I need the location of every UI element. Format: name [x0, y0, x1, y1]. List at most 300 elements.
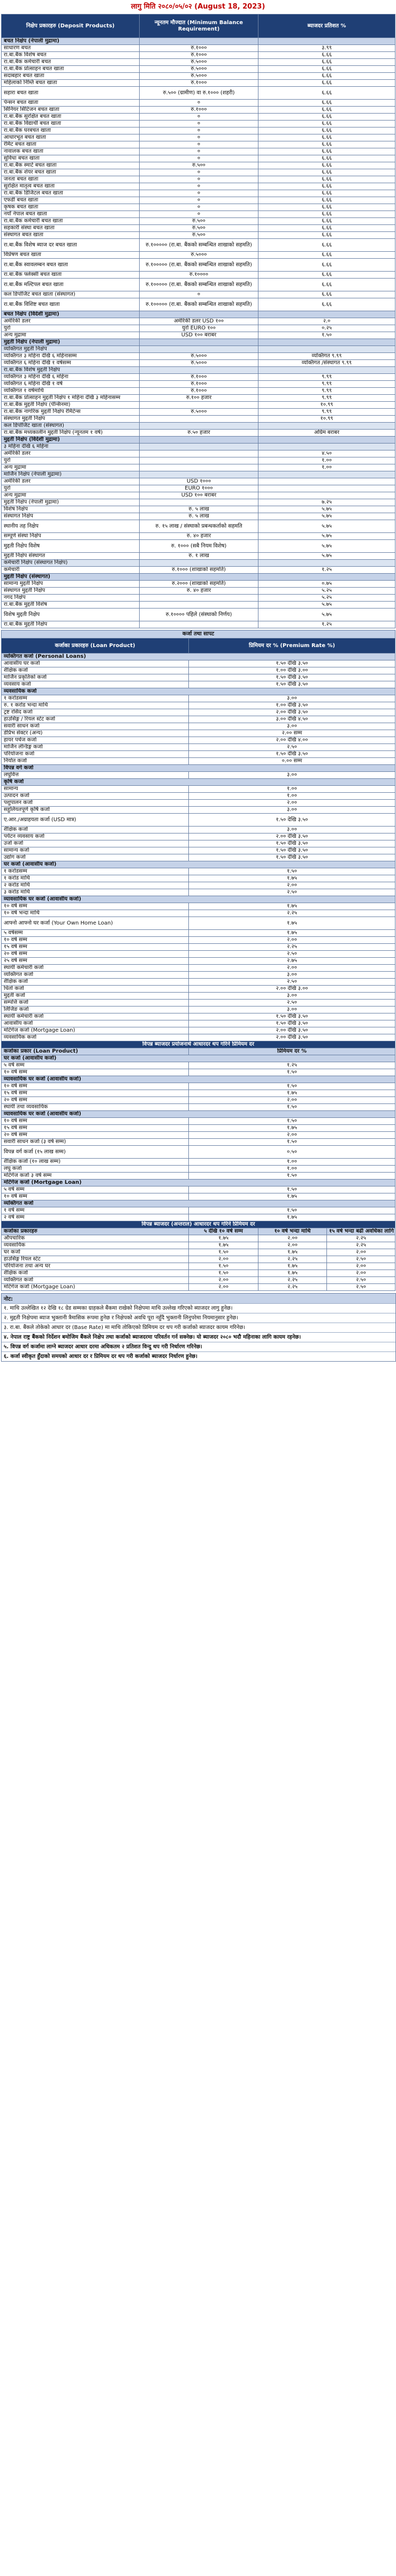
deposit-row: [2, 121, 395, 127]
loan-product-cell: १५ वर्ष सम्म: [2, 944, 189, 951]
loan-subheader-cell: ५ देखि १० वर्ष सम्म: [189, 1228, 258, 1235]
loan-premium-cell: १.५०: [189, 1083, 395, 1090]
deposit-rate-cell: ६.६६: [258, 211, 395, 218]
loan-section-title: कृषि कर्जा: [2, 779, 395, 786]
deposit-product-cell: अन्य मुद्रामा: [2, 464, 140, 471]
deposit-product-cell: सम्पूर्ण संस्था निक्षेप: [2, 533, 140, 540]
loan-row: [2, 1284, 395, 1291]
loan-rate-cell: २.२५: [327, 1235, 395, 1242]
deposit-minimum-cell: रु.१००००० (रा.बा. बैंकको सम्बन्धित शाखाको सहमति): [140, 279, 258, 291]
deposit-row: [2, 232, 395, 239]
deposit-product-cell: रा.बा.बैंक स्मार्ट बचत खाता: [2, 162, 140, 169]
loan-row: [2, 1207, 395, 1214]
loan-section-row: [2, 765, 395, 772]
deposit-rate-cell: १.५०: [258, 332, 395, 339]
deposit-minimum-cell: ०: [140, 190, 258, 197]
deposit-row: [2, 318, 395, 325]
loan-premium-cell: २.०० सम्म: [189, 730, 395, 737]
deposit-product-cell: मुद्दती निक्षेप (संस्थागत): [2, 574, 140, 581]
deposit-row: [2, 279, 395, 291]
loan-premium-cell: १.५० देखि ३.५०: [189, 847, 395, 854]
loan-row: [2, 958, 395, 965]
deposit-row: [2, 353, 395, 360]
loan-premium-cell: १.७५: [189, 903, 395, 910]
deposit-minimum-cell: ०: [140, 148, 258, 155]
deposit-product-cell: रा.बा.बैंक विशेष ब्याज दर बचत खाता: [2, 239, 140, 252]
loan-rate-cell: २.५०: [327, 1284, 395, 1291]
deposit-rate-cell: ६.६६: [258, 107, 395, 114]
deposit-product-cell: नावालक बचत खाता: [2, 148, 140, 155]
loan-product-cell: सहुलियतपूर्ण कृषि कर्जा: [2, 807, 189, 814]
loan-product-cell: उर्जा कर्जा: [2, 840, 189, 847]
loan-product-cell: १० वर्ष सम्म: [2, 903, 189, 910]
deposit-subsection-row: [2, 444, 395, 450]
loan-premium-cell: १.००: [189, 1159, 395, 1166]
loan-product-cell: व्यवसायिक कर्जा: [2, 1034, 189, 1041]
deposit-row: [2, 588, 395, 595]
deposit-row: [2, 450, 395, 457]
deposit-minimum-cell: रु.५०००: [140, 353, 258, 360]
loan-premium-cell: १.२५: [189, 1062, 395, 1069]
loan-section-row: [2, 779, 395, 786]
deposit-product-cell: मार्जिन निक्षेप (नेपाली मुद्रामा): [2, 471, 140, 478]
loan-row: [2, 930, 395, 937]
loan-premium-cell: १.५०: [189, 1186, 395, 1193]
deposit-product-cell: रा.बा.बैंक मुद्दती निक्षेप: [2, 621, 140, 628]
deposit-product-cell: महिलाको निम्ति बचत खाता: [2, 80, 140, 87]
loan-row: [2, 1069, 395, 1076]
deposit-minimum-cell: रु.१००००० (रा.बा. बैंकको सम्बन्धित शाखाको सहमति): [140, 239, 258, 252]
deposit-row: [2, 506, 395, 513]
loan-product-cell: डेप्रिभ सेक्टर (अन्य): [2, 730, 189, 737]
loan-product-cell: ५ वर्ष सम्म: [2, 1186, 189, 1193]
deposit-minimum-cell: रु.५०००: [140, 59, 258, 66]
deposit-product-cell: अमेरिकी डलर: [2, 450, 140, 457]
loan-row: [2, 937, 395, 944]
deposit-rate-cell: ९.९९: [258, 374, 395, 381]
deposit-row: [2, 381, 395, 388]
deposit-minimum-cell: [140, 450, 258, 457]
deposit-product-cell: नयाँ नेपाल बचत खाता: [2, 211, 140, 218]
loan-product-cell: शैक्षिक कर्जा: [2, 667, 189, 674]
loan-product-cell: २० वर्ष सम्म: [2, 951, 189, 958]
loan-premium-cell: ३.००: [189, 772, 395, 779]
deposit-subsection-row: [2, 560, 395, 567]
deposit-product-cell: आधारभूत बचत खाता: [2, 134, 140, 141]
loan-product-cell: ५ वर्ष सम्म: [2, 1062, 189, 1069]
loan-row: [2, 1020, 395, 1027]
deposit-row: [2, 259, 395, 272]
loan-premium-cell: २.५०: [189, 951, 395, 958]
loan-row: [2, 944, 395, 951]
deposit-minimum-cell: [140, 437, 258, 444]
deposit-subsection-row: [2, 423, 395, 430]
loan-row: [2, 800, 395, 807]
deposit-rate-cell: ९.९९: [258, 381, 395, 388]
loan-row: [2, 1104, 395, 1111]
loan-row: [2, 674, 395, 681]
deposit-row: [2, 478, 395, 485]
deposit-minimum-cell: [140, 457, 258, 464]
deposit-minimum-cell: रु.१०००: [140, 45, 258, 52]
loan-row: [2, 1166, 395, 1173]
loan-group-heading: विपन्न ब्याजदर प्रयोजनार्थ आधारदर थप गरिने प्रिमियम दर: [2, 1041, 395, 1048]
deposit-minimum-cell: ०: [140, 100, 258, 107]
loan-section-title: व्यक्तिगत कर्जा (Personal Loans): [2, 654, 395, 660]
loan-product-cell: सामान्य कर्जा: [2, 847, 189, 854]
deposit-rate-cell: ४.५०: [258, 450, 395, 457]
deposit-rate-cell: [258, 560, 395, 567]
deposit-row: [2, 513, 395, 520]
deposit-row: [2, 169, 395, 176]
deposit-product-cell: मुद्दती निक्षेप (नेपाली मुद्रामा): [2, 499, 140, 506]
loan-product-cell: ५ वर्षसम्म: [2, 930, 189, 937]
loan-row: [2, 716, 395, 723]
loan-row: [2, 702, 395, 709]
deposit-minimum-cell: ०: [140, 169, 258, 176]
loan-rate-cell: २.२५: [327, 1242, 395, 1249]
loan-premium-cell: २.५०: [189, 889, 395, 896]
deposit-row: [2, 183, 395, 190]
loan-group-heading: विपन्न ब्याजदर (अन्तराल) आधारदर थप गरिने प्रिमियम दर: [2, 1221, 395, 1228]
deposit-minimum-cell: रु.१००००: [140, 272, 258, 279]
loan-premium-cell: १.५० देखि ३.५०: [189, 814, 395, 827]
deposit-rate-cell: ६.६६: [258, 176, 395, 183]
deposit-rate-cell: ६.६६: [258, 134, 395, 141]
deposit-rate-cell: ०.२५: [258, 325, 395, 332]
deposit-product-cell: कल डिपोजिट बचत खाता (संस्थागत): [2, 291, 140, 298]
deposit-rate-cell: ६.६६: [258, 155, 395, 162]
deposit-product-cell: संस्थागत बचत खाता: [2, 232, 140, 239]
loan-product-cell: १ करोडसम्म: [2, 695, 189, 702]
loan-row: [2, 1090, 395, 1097]
loan-row: [2, 723, 395, 730]
loan-row: [2, 758, 395, 765]
deposit-rate-cell: ६.६६: [258, 52, 395, 59]
deposit-row: [2, 291, 395, 298]
deposit-product-cell: बचत निक्षेप (विदेशी मुद्रामा): [2, 311, 140, 318]
deposit-rate-cell: ६.६६: [258, 183, 395, 190]
deposit-rate-cell: ६.६६: [258, 272, 395, 279]
loan-rate-cell: २.००: [327, 1270, 395, 1277]
loan-row: [2, 986, 395, 993]
loan-row: [2, 1235, 395, 1242]
deposit-minimum-cell: [140, 574, 258, 581]
deposit-minimum-cell: ०: [140, 141, 258, 148]
loan-row: [2, 1146, 395, 1159]
loan-premium-cell: १.५० देखि ३.५०: [189, 1013, 395, 1020]
loan-product-cell: सामान्य: [2, 786, 189, 793]
deposit-product-cell: व्यक्तिगत ३ महिना देखि ६ महिनासम्म: [2, 353, 140, 360]
deposit-product-cell: जनता बचत खाता: [2, 176, 140, 183]
deposit-product-cell: युरो: [2, 485, 140, 492]
loan-row: [2, 854, 395, 861]
deposit-product-cell: व्यक्तिगत मुद्दती निक्षेप: [2, 346, 140, 353]
loan-row: [2, 1193, 395, 1200]
deposit-product-cell: पेन्सन बचत खाता: [2, 100, 140, 107]
loan-rate-cell: १.५०: [189, 1249, 258, 1256]
deposit-minimum-cell: रु.५००: [140, 218, 258, 225]
loan-group-heading-row: [2, 1041, 395, 1048]
loan-row: [2, 1270, 395, 1277]
loan-premium-cell: २.०० देखि ४.००: [189, 737, 395, 744]
deposit-row: [2, 581, 395, 588]
deposit-product-cell: सिनियर सिटिजन बचत खाता: [2, 107, 140, 114]
loan-rate-cell: २.२५: [258, 1256, 327, 1263]
loan-row: [2, 695, 395, 702]
loan-rate-cell: २.००: [258, 1242, 327, 1249]
loan-row: [2, 1125, 395, 1132]
deposit-row: [2, 176, 395, 183]
note-item: ५. विपन्न वर्ग कर्जामा लाग्ने ब्याजदर आधार दरमा अधिकतम २ प्रतिशत विन्दु थप गरी निर्धारण गरिनेछ।: [2, 1342, 395, 1351]
deposit-product-cell: रा.बा.बैंक घरबचत खाता: [2, 127, 140, 134]
loan-product-cell: २ करोड माथि: [2, 882, 189, 889]
loan-rate-cell: २.००: [258, 1235, 327, 1242]
deposit-rate-cell: ६.६६: [258, 162, 395, 169]
loan-product-cell: शैक्षिक कर्जा: [2, 827, 189, 833]
loan-product-cell: मोर्टगेज कर्जा (Mortgage Loan): [2, 1027, 189, 1034]
deposit-minimum-cell: [140, 464, 258, 471]
deposit-header-cell: ब्याजदर प्रतिशत %: [258, 14, 395, 38]
deposit-minimum-cell: [140, 621, 258, 628]
deposit-product-cell: मुद्दती निक्षेप (नेपाली मुद्रामा): [2, 339, 140, 346]
loan-product-cell: निर्यात कर्जा: [2, 758, 189, 765]
loan-premium-cell: ०.५०: [189, 1146, 395, 1159]
deposit-rate-cell: व्यक्तिगत /संस्थागत ९.९९: [258, 360, 395, 367]
loan-rate-cell: २.५०: [327, 1277, 395, 1284]
loan-rate-cell: १.५०: [189, 1270, 258, 1277]
loan-product-cell: मार्जिन प्रकृतिको कर्जा: [2, 674, 189, 681]
loan-product-cell: सवारी साधन कर्जा: [2, 723, 189, 730]
loan-subheader-row: [2, 1228, 395, 1235]
deposit-row: [2, 567, 395, 574]
deposit-rate-cell: ६.६६: [258, 121, 395, 127]
loan-section-row: [2, 861, 395, 868]
loan-premium-cell: ३.००: [189, 993, 395, 1000]
loan-product-cell: पर्यटन व्यवसाय कर्जा: [2, 833, 189, 840]
deposit-rate-cell: ६.६६: [258, 252, 395, 259]
deposit-row: [2, 73, 395, 80]
deposit-row: [2, 45, 395, 52]
deposit-rate-cell: ६.६६: [258, 291, 395, 298]
deposit-minimum-cell: रु.१०००: [140, 52, 258, 59]
loan-header-product: कर्जाका प्रकारहरु (Loan Product): [2, 639, 189, 654]
deposit-rate-cell: ५.७५: [258, 513, 395, 520]
loan-product-cell: आवासीय कर्जा: [2, 1020, 189, 1027]
loan-product-cell: स्थायी कर्मचारी कर्जा: [2, 965, 189, 972]
loan-row: [2, 889, 395, 896]
deposit-section-row: [2, 311, 395, 318]
loan-subheader-product: कर्जाका प्रकारहरु: [2, 1228, 189, 1235]
loan-section-row: [2, 1055, 395, 1062]
deposit-rate-cell: [258, 437, 395, 444]
deposit-product-cell: विशेष निक्षेप: [2, 506, 140, 513]
loan-product-cell: स्थायी कर्मचारी कर्जा: [2, 1013, 189, 1020]
deposit-rate-cell: ६.६६: [258, 100, 395, 107]
loan-subheader-cell: १५ वर्ष भन्दा बढी अवधिका लागि: [327, 1228, 395, 1235]
deposit-rate-cell: ५.२५: [258, 588, 395, 595]
loan-product-cell: १ करोडसम्म: [2, 868, 189, 875]
deposit-row: [2, 80, 395, 87]
deposit-rate-cell: ६.६६: [258, 190, 395, 197]
loan-rate-cell: २.००: [189, 1277, 258, 1284]
deposit-minimum-cell: USD १०० बराबर: [140, 332, 258, 339]
loan-premium-cell: ०.०० सम्म: [189, 758, 395, 765]
deposit-rate-cell: व्यक्तिगत ९.९९: [258, 353, 395, 360]
loan-section-title: व्यावसायिक घर कर्जा (आवासीय कर्जा): [2, 1111, 395, 1118]
loan-product-cell: १५ वर्ष सम्म: [2, 1125, 189, 1132]
loan-premium-cell: २.२५: [189, 910, 395, 917]
loan-premium-cell: २.५०: [189, 1000, 395, 1007]
deposit-product-cell: कर्मचारी: [2, 567, 140, 574]
loan-section-title: घर कर्जा (आवासीय कर्जा): [2, 861, 395, 868]
loan-row: [2, 1249, 395, 1256]
deposit-minimum-cell: रु.५००: [140, 232, 258, 239]
deposit-product-cell: संस्थागत मुद्दती निक्षेप: [2, 588, 140, 595]
deposit-row: [2, 127, 395, 134]
deposit-minimum-cell: रु. १००० (सबै नियम विशेष): [140, 540, 258, 553]
loan-section-title: विपन्न वर्ग कर्जा: [2, 765, 395, 772]
loan-section-title: व्यावसायिक घर कर्जा (आवासीय कर्जा): [2, 896, 395, 903]
loan-premium-cell: १.००: [189, 1166, 395, 1173]
loan-rate-cell: १.५०: [189, 1263, 258, 1270]
deposit-rate-cell: ०.७५: [258, 581, 395, 588]
deposit-minimum-cell: [140, 595, 258, 602]
loan-subheader-product: कर्जाका प्रकार (Loan Product): [2, 1048, 189, 1055]
deposit-rate-cell: ६.६६: [258, 218, 395, 225]
loan-row: [2, 1186, 395, 1193]
deposit-header-row: [2, 14, 395, 38]
deposit-rate-cell: ६.६६: [258, 87, 395, 100]
deposit-product-cell: रा.बा.बैंक कर्मचारी बचत खाता: [2, 218, 140, 225]
deposit-minimum-cell: रु.५०००: [140, 73, 258, 80]
loan-product-cell: आवासीय घर कर्जा: [2, 660, 189, 667]
deposit-minimum-cell: [140, 444, 258, 450]
loan-row: [2, 1256, 395, 1263]
loan-rate-cell: १.७५: [189, 1235, 258, 1242]
deposit-product-cell: रा.बा.बैंक मल्टिपल बचत खाता: [2, 279, 140, 291]
loan-product-cell: सम्पत्ति कर्जा: [2, 1000, 189, 1007]
deposit-row: [2, 148, 395, 155]
deposit-rate-cell: ६.६६: [258, 232, 395, 239]
deposit-minimum-cell: [140, 339, 258, 346]
loan-row: [2, 840, 395, 847]
deposit-row: [2, 218, 395, 225]
deposit-product-cell: नगद निक्षेप: [2, 595, 140, 602]
deposit-product-cell: रा.बा.बैंक प्रोत्साहन मुद्दती निक्षेप १ महिना देखि ३ महिनासम्म: [2, 395, 140, 402]
deposit-minimum-cell: रु. ४० हजार: [140, 588, 258, 595]
deposit-product-cell: कल डिपोजिट खाता (संस्थागत): [2, 423, 140, 430]
deposit-minimum-cell: ०: [140, 114, 258, 121]
deposit-minimum-cell: [140, 367, 258, 374]
loan-subheader-row: [2, 1048, 395, 1055]
loan-row: [2, 1159, 395, 1166]
loan-product-cell: लिजिङ कर्जा: [2, 1007, 189, 1013]
deposit-rate-cell: [258, 574, 395, 581]
deposit-product-cell: मुद्दती निक्षेप (विदेशी मुद्रामा): [2, 437, 140, 444]
deposit-minimum-cell: रु. ५ लाख: [140, 506, 258, 513]
deposit-row: [2, 239, 395, 252]
deposit-rate-cell: ६.६६: [258, 80, 395, 87]
deposit-minimum-cell: ०: [140, 197, 258, 204]
deposit-product-cell: रा.बा.बैंक स्वावलम्बन बचत खाता: [2, 259, 140, 272]
loan-row: [2, 903, 395, 910]
loan-row: [2, 814, 395, 827]
deposit-rate-cell: [258, 492, 395, 499]
deposit-section-row: [2, 339, 395, 346]
deposit-minimum-cell: रु.५०० (ग्रामीण) वा रु.१००० (शहरी): [140, 87, 258, 100]
deposit-minimum-cell: रु.५०००: [140, 360, 258, 367]
loan-product-cell: हाउसिङ्ग रियल स्टेट: [2, 1256, 189, 1263]
loan-product-cell: लघुवित्त: [2, 772, 189, 779]
deposit-minimum-cell: USD १०० बराबर: [140, 492, 258, 499]
loan-product-cell: २० वर्ष सम्म: [2, 1132, 189, 1139]
loan-row: [2, 917, 395, 930]
loan-premium-cell: ३.००: [189, 972, 395, 979]
deposit-minimum-cell: रु.१०००: [140, 80, 258, 87]
loan-product-cell: १० वर्ष भन्दा माथि: [2, 910, 189, 917]
loan-product-cell: पशुपालन कर्जा: [2, 800, 189, 807]
note-item: ४. नेपाल राष्ट्र बैंकको निर्देशन बमोजिम बैंकले निक्षेप तथा कर्जाको ब्याजदरमा परिवर्तन गर्न सक्नेछ। यो ब्याजदर २०८० भदौ महिनाका लागि कायम रहनेछ।: [2, 1332, 395, 1342]
deposit-minimum-cell: ०: [140, 127, 258, 134]
deposit-rate-cell: [258, 485, 395, 492]
deposit-rates-body: [2, 14, 395, 628]
deposit-product-cell: रा.बा.बैंक विशेष मुद्दती निक्षेप: [2, 367, 140, 374]
loan-product-cell: धितो कर्जा: [2, 986, 189, 993]
loan-row: [2, 751, 395, 758]
deposit-minimum-cell: [140, 499, 258, 506]
deposit-row: [2, 621, 395, 628]
deposit-product-cell: अन्य मुद्रामा: [2, 332, 140, 339]
deposit-minimum-cell: रु. ५ लाख: [140, 513, 258, 520]
deposit-product-cell: अमेरिकी डलर: [2, 478, 140, 485]
loan-section-row: [2, 896, 395, 903]
loan-premium-cell: १.५०: [189, 1173, 395, 1180]
deposit-product-cell: रा.बा.बैंक मुद्दती विशेष: [2, 602, 140, 609]
loan-product-cell: व्यवसाय कर्जा: [2, 681, 189, 688]
loan-premium-cell: २.०० देखि ३.५०: [189, 1034, 395, 1041]
loan-section-title: व्यक्तिगत कर्जा: [2, 1200, 395, 1207]
deposit-minimum-cell: रु.१००००० (रा.बा. बैंकको सम्बन्धित शाखाको सहमति): [140, 259, 258, 272]
loan-row: [2, 793, 395, 800]
deposit-product-cell: मुद्दती निक्षेप संस्थागत: [2, 553, 140, 560]
loan-row: [2, 1083, 395, 1090]
loan-premium-cell: १.५०: [189, 1118, 395, 1125]
deposit-product-cell: स्थानीय तह निक्षेप: [2, 520, 140, 533]
deposit-row: [2, 602, 395, 609]
loan-premium-cell: १.७५: [189, 1090, 395, 1097]
deposit-row: [2, 211, 395, 218]
note-item: ३. रा.बा. बैंकले तोकेको आधार दर (Base Rate) मा माथि तोकिएको प्रिमियम दर थप गरी कर्जाको ब्याजदर कायम गरिनेछ।: [2, 1323, 395, 1332]
deposit-rate-cell: ५.७५: [258, 520, 395, 533]
loan-premium-cell: ३.०० देखि ४.५०: [189, 716, 395, 723]
deposit-row: [2, 325, 395, 332]
loan-row: [2, 681, 395, 688]
deposit-minimum-cell: रु.५००: [140, 225, 258, 232]
deposit-product-cell: युरो: [2, 457, 140, 464]
loan-premium-cell: १.७५: [189, 930, 395, 937]
deposit-rate-cell: ७.२५: [258, 499, 395, 506]
deposit-rate-cell: [258, 311, 395, 318]
deposit-row: [2, 107, 395, 114]
loan-row: [2, 833, 395, 840]
deposit-minimum-cell: रु. ४० हजार: [140, 533, 258, 540]
deposit-minimum-cell: रु.१०००: [140, 107, 258, 114]
loan-row: [2, 1277, 395, 1284]
loan-header-row: [2, 639, 395, 654]
deposit-product-cell: सदाबहार बचत खाता: [2, 73, 140, 80]
deposit-row: [2, 134, 395, 141]
